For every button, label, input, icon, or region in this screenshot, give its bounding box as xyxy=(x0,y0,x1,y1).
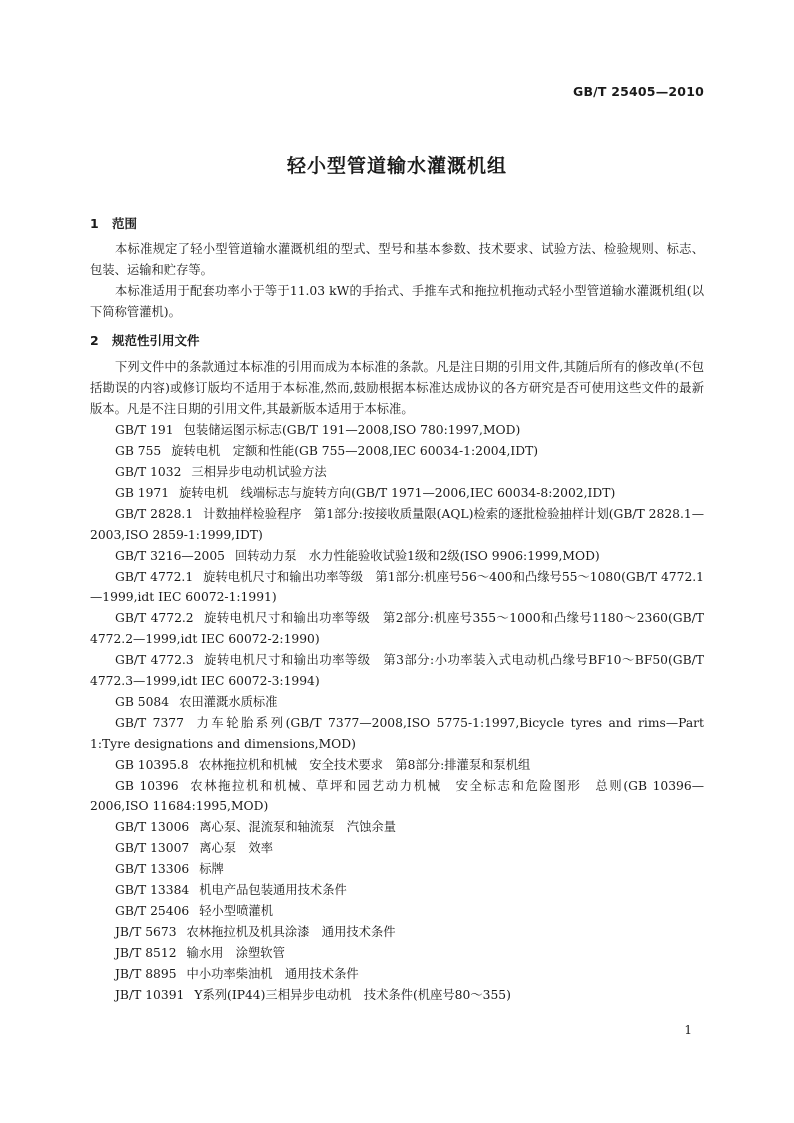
section-title: 范围 xyxy=(112,216,138,231)
reference-code: GB/T 4772.1 xyxy=(115,569,194,584)
scope-paragraph: 本标准规定了轻小型管道输水灌溉机组的型式、型号和基本参数、技术要求、试验方法、检验规则、标志、包装、运输和贮存等。 xyxy=(90,241,704,277)
section-heading-normative-references xyxy=(90,331,704,352)
reference-item xyxy=(90,650,704,692)
reference-item xyxy=(90,901,704,922)
reference-title: 旋转电机 定额和性能(GB 755—2008,IEC 60034-1:2004,IDT) xyxy=(171,444,539,459)
reference-title: 农林拖拉机及机具涂漆 通用技术条件 xyxy=(186,924,396,939)
section-number: 2 xyxy=(90,332,99,348)
reference-item xyxy=(90,462,704,483)
reference-code: GB/T 1032 xyxy=(115,464,182,479)
reference-code: GB/T 2828.1 xyxy=(115,506,194,521)
reference-item xyxy=(90,943,704,964)
reference-title: 农林拖拉机和机械、草坪和园艺动力机械 安全标志和危险图形 总则(GB 10396—2006,ISO 11684:1995,MOD) xyxy=(90,778,704,814)
section-number: 1 xyxy=(90,216,99,231)
reference-item xyxy=(90,880,704,901)
reference-item xyxy=(90,713,704,755)
reference-code: JB/T 10391 xyxy=(115,987,185,1002)
reference-title: 旋转电机尺寸和输出功率等级 第2部分:机座号355～1000和凸缘号1180～2360(GB/T 4772.2—1999,idt IEC 60072-2:1990) xyxy=(90,611,705,647)
reference-code: GB/T 7377 xyxy=(115,715,184,730)
reference-item xyxy=(90,755,704,776)
reference-code: GB/T 13006 xyxy=(115,820,190,835)
reference-item xyxy=(90,964,704,985)
reference-item xyxy=(90,441,704,462)
reference-code: GB/T 25406 xyxy=(115,904,190,918)
reference-item xyxy=(90,859,704,880)
reference-item xyxy=(90,567,704,609)
reference-title: 农田灌溉水质标准 xyxy=(179,694,278,709)
reference-item xyxy=(90,546,704,567)
reference-title: 机电产品包装通用技术条件 xyxy=(199,883,347,898)
reference-code: GB/T 191 xyxy=(115,423,174,438)
reference-item xyxy=(90,776,704,818)
reference-item xyxy=(90,483,704,504)
section-title: 规范性引用文件 xyxy=(112,332,200,348)
reference-title: 输水用 涂塑软管 xyxy=(186,945,285,960)
reference-title: 中小功率柴油机 通用技术条件 xyxy=(186,966,359,981)
reference-code: GB/T 13384 xyxy=(115,883,190,898)
reference-item xyxy=(90,838,704,859)
scope-paragraph: 本标准适用于配套功率小于等于11.03 kW的手抬式、手推车式和拖拉机拖动式轻小型管道输水灌溉机组(以下简称管灌机)。 xyxy=(90,283,704,319)
reference-title: 轻小型喷灌机 xyxy=(199,904,274,918)
reference-item xyxy=(90,985,704,1006)
reference-title: 力车轮胎系列(GB/T 7377—2008,ISO 5775-1:1997,Bicycle tyres and rims—Part 1:Tyre designations and dimensions,MOD) xyxy=(90,715,704,751)
reference-code: JB/T 8512 xyxy=(115,945,177,960)
reference-item xyxy=(90,692,704,713)
reference-code: JB/T 5673 xyxy=(115,924,177,939)
reference-title: 三相异步电动机试验方法 xyxy=(191,464,327,479)
reference-title: Y系列(IP44)三相异步电动机 技术条件(机座号80～355) xyxy=(194,987,511,1002)
reference-title: 计数抽样检验程序 第1部分:按接收质量限(AQL)检索的逐批检验抽样计划(GB/T 2828.1—2003,ISO 2859-1:1999,IDT) xyxy=(90,506,704,542)
reference-title: 旋转电机尺寸和输出功率等级 第3部分:小功率装入式电动机凸缘号BF10～BF50(GB/T 4772.3—1999,idt IEC 60072-3:1994) xyxy=(90,653,705,689)
reference-list xyxy=(90,420,704,1005)
reference-code: GB/T 13306 xyxy=(115,862,190,877)
reference-code: GB/T 3216—2005 xyxy=(115,548,225,563)
reference-item xyxy=(90,504,704,546)
reference-code: GB/T 13007 xyxy=(115,841,190,856)
page-number: 1 xyxy=(684,1023,692,1037)
reference-title: 农林拖拉机和机械 安全技术要求 第8部分:排灌泵和泵机组 xyxy=(198,757,531,772)
reference-title: 标牌 xyxy=(199,862,224,877)
reference-title: 离心泵、混流泵和轴流泵 汽蚀余量 xyxy=(199,820,396,835)
reference-title: 包装储运图示标志(GB/T 191—2008,ISO 780:1997,MOD) xyxy=(183,423,521,438)
reference-code: GB 5084 xyxy=(115,694,170,709)
references-intro: 下列文件中的条款通过本标准的引用而成为本标准的条款。凡是注日期的引用文件,其随后所有的修改单(不包括勘误的内容)或修订版均不适用于本标准,然而,鼓励根据本标准达成协议的各方研究是否可使用这些文件的最新版本。凡是不注日期的引用文件,其最新版本适用于本标准。 xyxy=(90,360,704,417)
section-heading-scope xyxy=(90,214,704,235)
reference-title: 旋转电机 线端标志与旋转方向(GB/T 1971—2006,IEC 60034-8:2002,IDT) xyxy=(179,485,616,500)
reference-code: JB/T 8895 xyxy=(115,966,177,981)
reference-item xyxy=(90,608,704,650)
reference-item xyxy=(90,922,704,943)
reference-code: GB 755 xyxy=(115,444,162,459)
document-body xyxy=(90,214,704,1006)
reference-item xyxy=(90,420,704,441)
reference-code: GB 1971 xyxy=(115,485,170,500)
reference-code: GB 10396 xyxy=(115,778,179,793)
reference-title: 离心泵 效率 xyxy=(199,841,274,856)
reference-item xyxy=(90,817,704,838)
reference-title: 回转动力泵 水力性能验收试验1级和2级(ISO 9906:1999,MOD) xyxy=(235,548,600,563)
reference-code: GB/T 4772.2 xyxy=(115,611,194,626)
document-title: 轻小型管道输水灌溉机组 xyxy=(286,155,507,177)
reference-code: GB/T 4772.3 xyxy=(115,653,194,668)
reference-title: 旋转电机尺寸和输出功率等级 第1部分:机座号56～400和凸缘号55～1080(GB/T 4772.1—1999,idt IEC 60072-1:1991) xyxy=(90,569,705,605)
standard-code: GB/T 25405—2010 xyxy=(572,84,704,99)
reference-code: GB 10395.8 xyxy=(115,757,189,772)
